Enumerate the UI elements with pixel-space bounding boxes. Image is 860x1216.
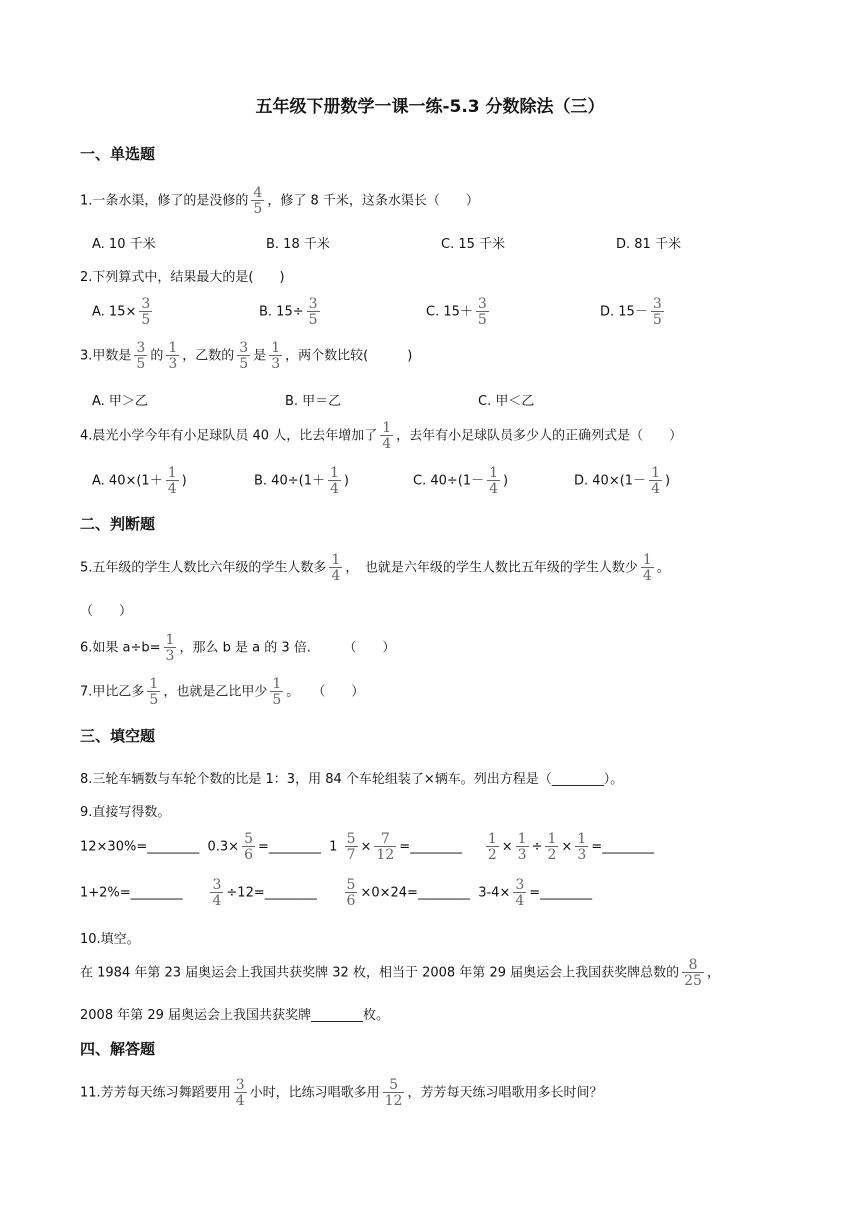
fraction: $\frac{4}{5}$ (253, 185, 263, 217)
q4-option-c[interactable]: C. 40÷(1－ $\frac{1}{4}$ ) (413, 465, 509, 497)
q1-option-b[interactable]: B. 18 千米 (266, 237, 330, 252)
fraction: $\frac{1}{4}$ (489, 465, 499, 497)
fraction: $\frac{3}{4}$ (515, 877, 525, 909)
fraction: $\frac{3}{4}$ (235, 1077, 245, 1109)
fraction: $\frac{7}{12}$ (376, 831, 395, 863)
question-10: 10.填空。 (80, 932, 140, 947)
fraction: $\frac{3}{5}$ (477, 296, 487, 328)
fraction: $\frac{1}{4}$ (329, 465, 339, 497)
calc-row-1: 12×30%=________ 0.3× $\frac{5}{6}$ =________ 1 $\frac{5}{7}$ × $\frac{7}{12}$ =________ $\frac{1}{2}$ × $\frac{1}{3}$ ÷ $\frac{1}{2}$ × $\frac{1}{3}$ =________ (80, 831, 655, 863)
fraction: $\frac{1}{4}$ (331, 552, 341, 584)
fraction: $\frac{1}{5}$ (149, 676, 159, 708)
fraction: $\frac{3}{5}$ (652, 296, 662, 328)
q1-option-d[interactable]: D. 81 千米 (616, 237, 681, 252)
question-4: 4.晨光小学今年有小足球队员 40 人，比去年增加了 $\frac{1}{4}$ ，去年有小足球队员多少人的正确列式是（ ） (80, 420, 683, 452)
question-11: 11.芳芳每天练习舞蹈要用 $\frac{3}{4}$ 小时，比练习唱歌多用 $\frac{5}{12}$ ，芳芳每天练习唱歌用多长时间？ (80, 1077, 603, 1109)
answer-blank[interactable]: （ ） (80, 604, 133, 619)
q3-option-c[interactable]: C. 甲＜乙 (478, 394, 535, 409)
question-2: 2.下列算式中，结果最大的是( ) (80, 270, 285, 285)
fraction: $\frac{1}{4}$ (642, 552, 652, 584)
q2-option-d[interactable]: D. 15－ $\frac{3}{5}$ (600, 296, 662, 328)
question-10-body: 在 1984 年第 23 届奥运会上我国共获奖牌 32 枚，相当于 2008 年第 29 届奥运会上我国获奖牌总数的 $\frac{8}{25}$ ， (80, 957, 720, 989)
fraction: $\frac{1}{4}$ (382, 420, 392, 452)
section-heading-single-choice: 一、单选题 (80, 145, 156, 163)
fraction: $\frac{5}{12}$ (384, 1077, 403, 1109)
fraction: $\frac{3}{4}$ (212, 877, 222, 909)
q1-option-c[interactable]: C. 15 千米 (441, 237, 506, 252)
q2-option-a[interactable]: A. 15× $\frac{3}{5}$ (92, 296, 151, 328)
section-heading-solve: 四、解答题 (80, 1040, 156, 1058)
fraction: $\frac{1}{3}$ (168, 340, 178, 372)
calc-row-2: 1+2%=________ $\frac{3}{4}$ ÷12=________ $\frac{5}{6}$ ×0×24=________ 3-4× $\frac{3}{4}$ =________ (80, 877, 593, 909)
q2-option-c[interactable]: C. 15＋ $\frac{3}{5}$ (426, 296, 487, 328)
fraction: $\frac{3}{5}$ (141, 296, 151, 328)
question-5: 5.五年级的学生人数比六年级的学生人数多 $\frac{1}{4}$ ， 也就是六年级的学生人数比五年级的学生人数少 $\frac{1}{4}$ 。 (80, 552, 670, 584)
fraction: $\frac{5}{6}$ (346, 877, 356, 909)
fraction: $\frac{1}{3}$ (271, 340, 281, 372)
fraction: $\frac{5}{7}$ (346, 831, 356, 863)
fraction: $\frac{8}{25}$ (684, 957, 702, 989)
q4-option-b[interactable]: B. 40÷(1＋ $\frac{1}{4}$ ) (254, 465, 349, 497)
fraction: $\frac{1}{2}$ (547, 831, 557, 863)
q2-option-b[interactable]: B. 15÷ $\frac{3}{5}$ (259, 296, 318, 328)
question-8: 8.三轮车辆数与车轮个数的比是 1：3，用 84 个车轮组装了×辆车。列出方程是（________）。 (80, 772, 624, 787)
q1-option-a[interactable]: A. 10 千米 (92, 237, 156, 252)
question-text: 1.一条水渠，修了的是没修的 (80, 193, 249, 209)
q3-option-a[interactable]: A. 甲＞乙 (92, 394, 148, 409)
question-7: 7.甲比乙多 $\frac{1}{5}$ ，也就是乙比甲少 $\frac{1}{5}$ 。 （ ） (80, 676, 365, 708)
section-heading-true-false: 二、判断题 (80, 515, 156, 533)
fraction: $\frac{1}{3}$ (165, 632, 175, 664)
question-3: 3.甲数是 $\frac{3}{5}$ 的 $\frac{1}{3}$ ，乙数的 $\frac{3}{5}$ 是 $\frac{1}{3}$ ，两个数比较( ) (80, 340, 413, 372)
q4-option-a[interactable]: A. 40×(1＋ $\frac{1}{4}$ ) (92, 465, 187, 497)
fraction: $\frac{1}{5}$ (272, 676, 282, 708)
fraction: $\frac{1}{4}$ (167, 465, 177, 497)
fraction: $\frac{3}{5}$ (239, 340, 249, 372)
section-heading-fill-blank: 三、填空题 (80, 727, 156, 745)
fraction: $\frac{1}{4}$ (651, 465, 660, 497)
question-1 (80, 186, 479, 216)
fraction: $\frac{3}{5}$ (136, 340, 146, 372)
fraction: $\frac{1}{3}$ (517, 831, 527, 863)
page-title: 五年级下册数学一课一练-5.3 分数除法（三） (255, 97, 605, 117)
question-text: ，修了 8 千米，这条水渠长（ ） (267, 193, 479, 209)
fraction: $\frac{5}{6}$ (244, 831, 253, 863)
fraction: $\frac{3}{5}$ (308, 296, 318, 328)
q3-option-b[interactable]: B. 甲＝乙 (285, 394, 342, 409)
fraction: $\frac{1}{2}$ (487, 831, 497, 863)
q4-option-d[interactable]: D. 40×(1－ $\frac{1}{4}$ ) (574, 465, 671, 497)
fraction: $\frac{1}{3}$ (577, 831, 587, 863)
question-9: 9.直接写得数。 (80, 805, 171, 820)
question-10-line-2: 2008 年第 29 届奥运会上我国共获奖牌________枚。 (80, 1008, 390, 1023)
question-6: 6.如果 a÷b= $\frac{1}{3}$ ，那么 b 是 a 的 3 倍. （ ） (80, 632, 396, 664)
